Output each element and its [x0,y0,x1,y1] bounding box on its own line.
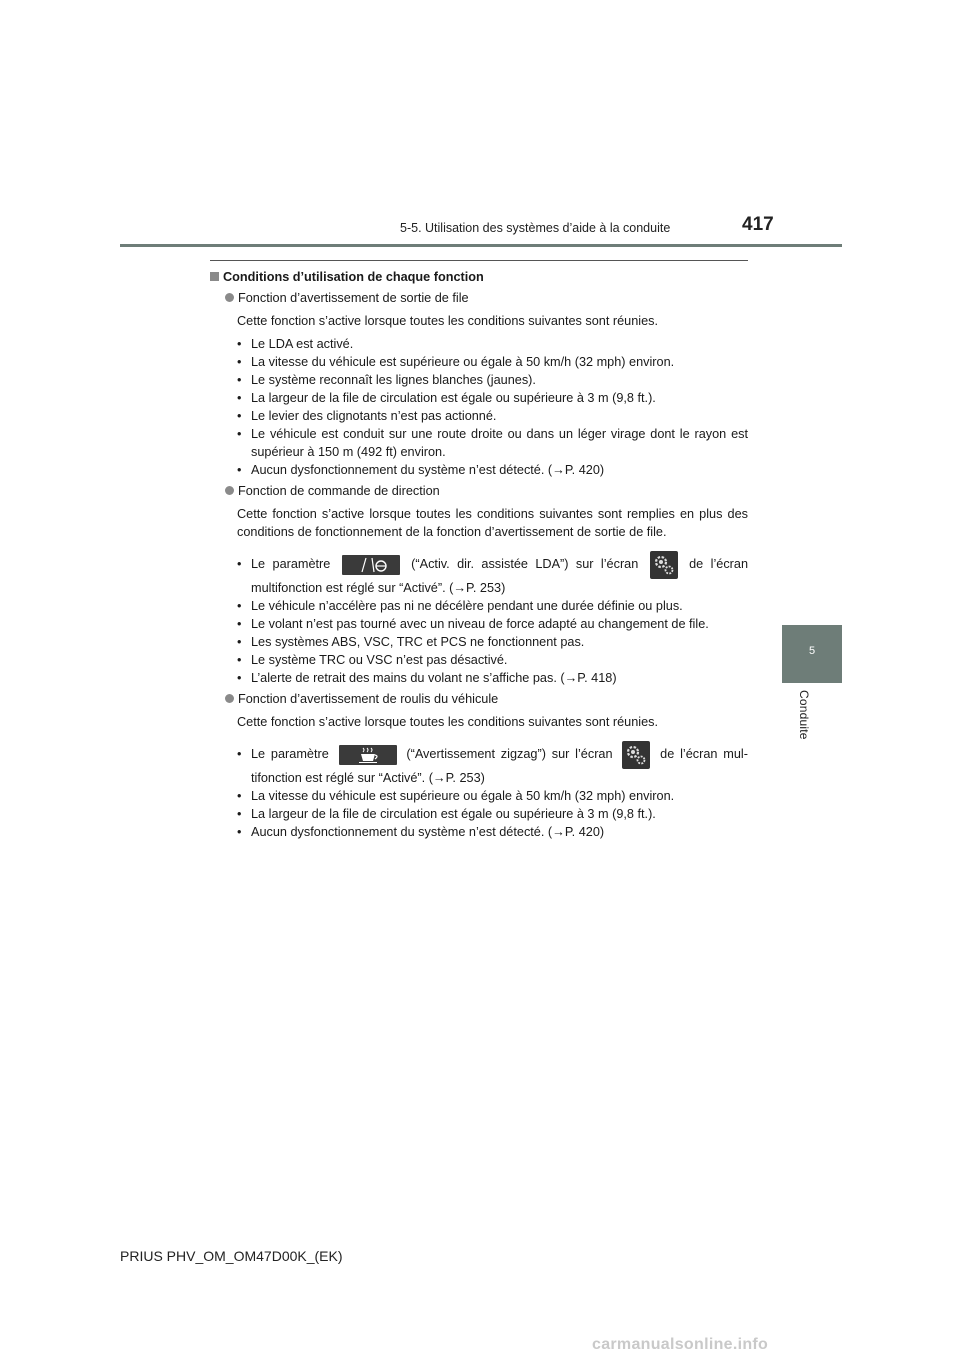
settings-gear-icon [622,741,650,769]
header-rule [120,244,842,247]
sway-warning-intro: Cette fonction s’active lorsque toutes les conditions suivantes sont réunies. [237,715,659,729]
list-item: • Le système reconnaît les lignes blanches (jaunes). [237,371,748,389]
chapter-tab [782,625,842,683]
list-item: • Aucun dysfonctionnement du système n’est détecté. (→P. 420) [237,823,748,841]
steering-control-intro: Cette fonction s’active lorsque toutes les conditions suivantes sont remplies en plus des conditions de fonctionnement de la fonction d’avertissement de sortie de file. [237,507,748,539]
list-item: • L’alerte de retrait des mains du volant ne s’affiche pas. (→P. 418) [237,669,748,687]
list-item-setting: • Le paramètre (“Activ. dir. assistée LDA”) sur l’écran de l’écran [237,549,748,579]
header-section-title: 5-5. Utilisation des systèmes d’aide à la conduite [400,221,671,235]
lda-warning-conditions [237,335,748,479]
list-item-continuation: multifonction est réglé sur “Activé”. (→P. 253) [251,581,506,595]
circle-bullet-icon [225,486,234,495]
list-item-setting: • Le paramètre (“Avertissement zigzag”) sur l’écran de l’écran mul- [237,739,748,769]
lda-warning-intro: Cette fonction s’active lorsque toutes les conditions suivantes sont réunies. [237,314,659,328]
square-bullet-icon [210,272,219,281]
coffee-cup-icon [339,745,397,765]
chapter-label: Conduite [797,690,811,740]
list-item: • La vitesse du véhicule est supérieure ou égale à 50 km/h (32 mph) environ. [237,787,748,805]
sway-warning-conditions [237,739,748,841]
list-item: • Le véhicule n’accélère pas ni ne décélère pendant une durée définie ou plus. [237,597,748,615]
watermark: carmanualsonline.info [592,1336,769,1353]
list-item: • Le volant n’est pas tourné avec un niveau de force adapté au changement de file. [237,615,748,633]
steering-control-conditions [237,549,748,687]
list-item: • Aucun dysfonctionnement du système n’est détecté. (→P. 420) [237,461,748,479]
page-number: 417 [742,214,774,235]
settings-gear-icon [650,551,678,579]
lda-warning-title: Fonction d’avertissement de sortie de file [225,289,748,307]
list-item: • La largeur de la file de circulation est égale ou supérieure à 3 m (9,8 ft.). [237,805,748,823]
list-item-continuation: tifonction est réglé sur “Activé”. (→P. 253) [251,771,485,785]
sway-warning-title: Fonction d’avertissement de roulis du véhicule [225,690,748,708]
main-content [210,268,748,841]
list-item: • Le véhicule est conduit sur une route droite ou dans un léger virage dont le rayon est supérieur à 150 m (492 ft) environ. [237,425,748,461]
list-item: • Le système TRC ou VSC n’est pas désactivé. [237,651,748,669]
section-rule [210,260,748,261]
list-item: • Les systèmes ABS, VSC, TRC et PCS ne fonctionnent pas. [237,633,748,651]
list-item: • La vitesse du véhicule est supérieure ou égale à 50 km/h (32 mph) environ. [237,353,748,371]
circle-bullet-icon [225,293,234,302]
section-title: Conditions d’utilisation de chaque fonction [210,268,748,286]
list-item: • La largeur de la file de circulation est égale ou supérieure à 3 m (9,8 ft.). [237,389,748,407]
chapter-number: 5 [808,645,816,657]
steering-control-title: Fonction de commande de direction [225,482,748,500]
list-item: • Le LDA est activé. [237,335,748,353]
circle-bullet-icon [225,694,234,703]
steering-assist-icon [342,555,400,575]
footer-model-code: PRIUS PHV_OM_OM47D00K_(EK) [120,1248,343,1264]
list-item: • Le levier des clignotants n’est pas actionné. [237,407,748,425]
